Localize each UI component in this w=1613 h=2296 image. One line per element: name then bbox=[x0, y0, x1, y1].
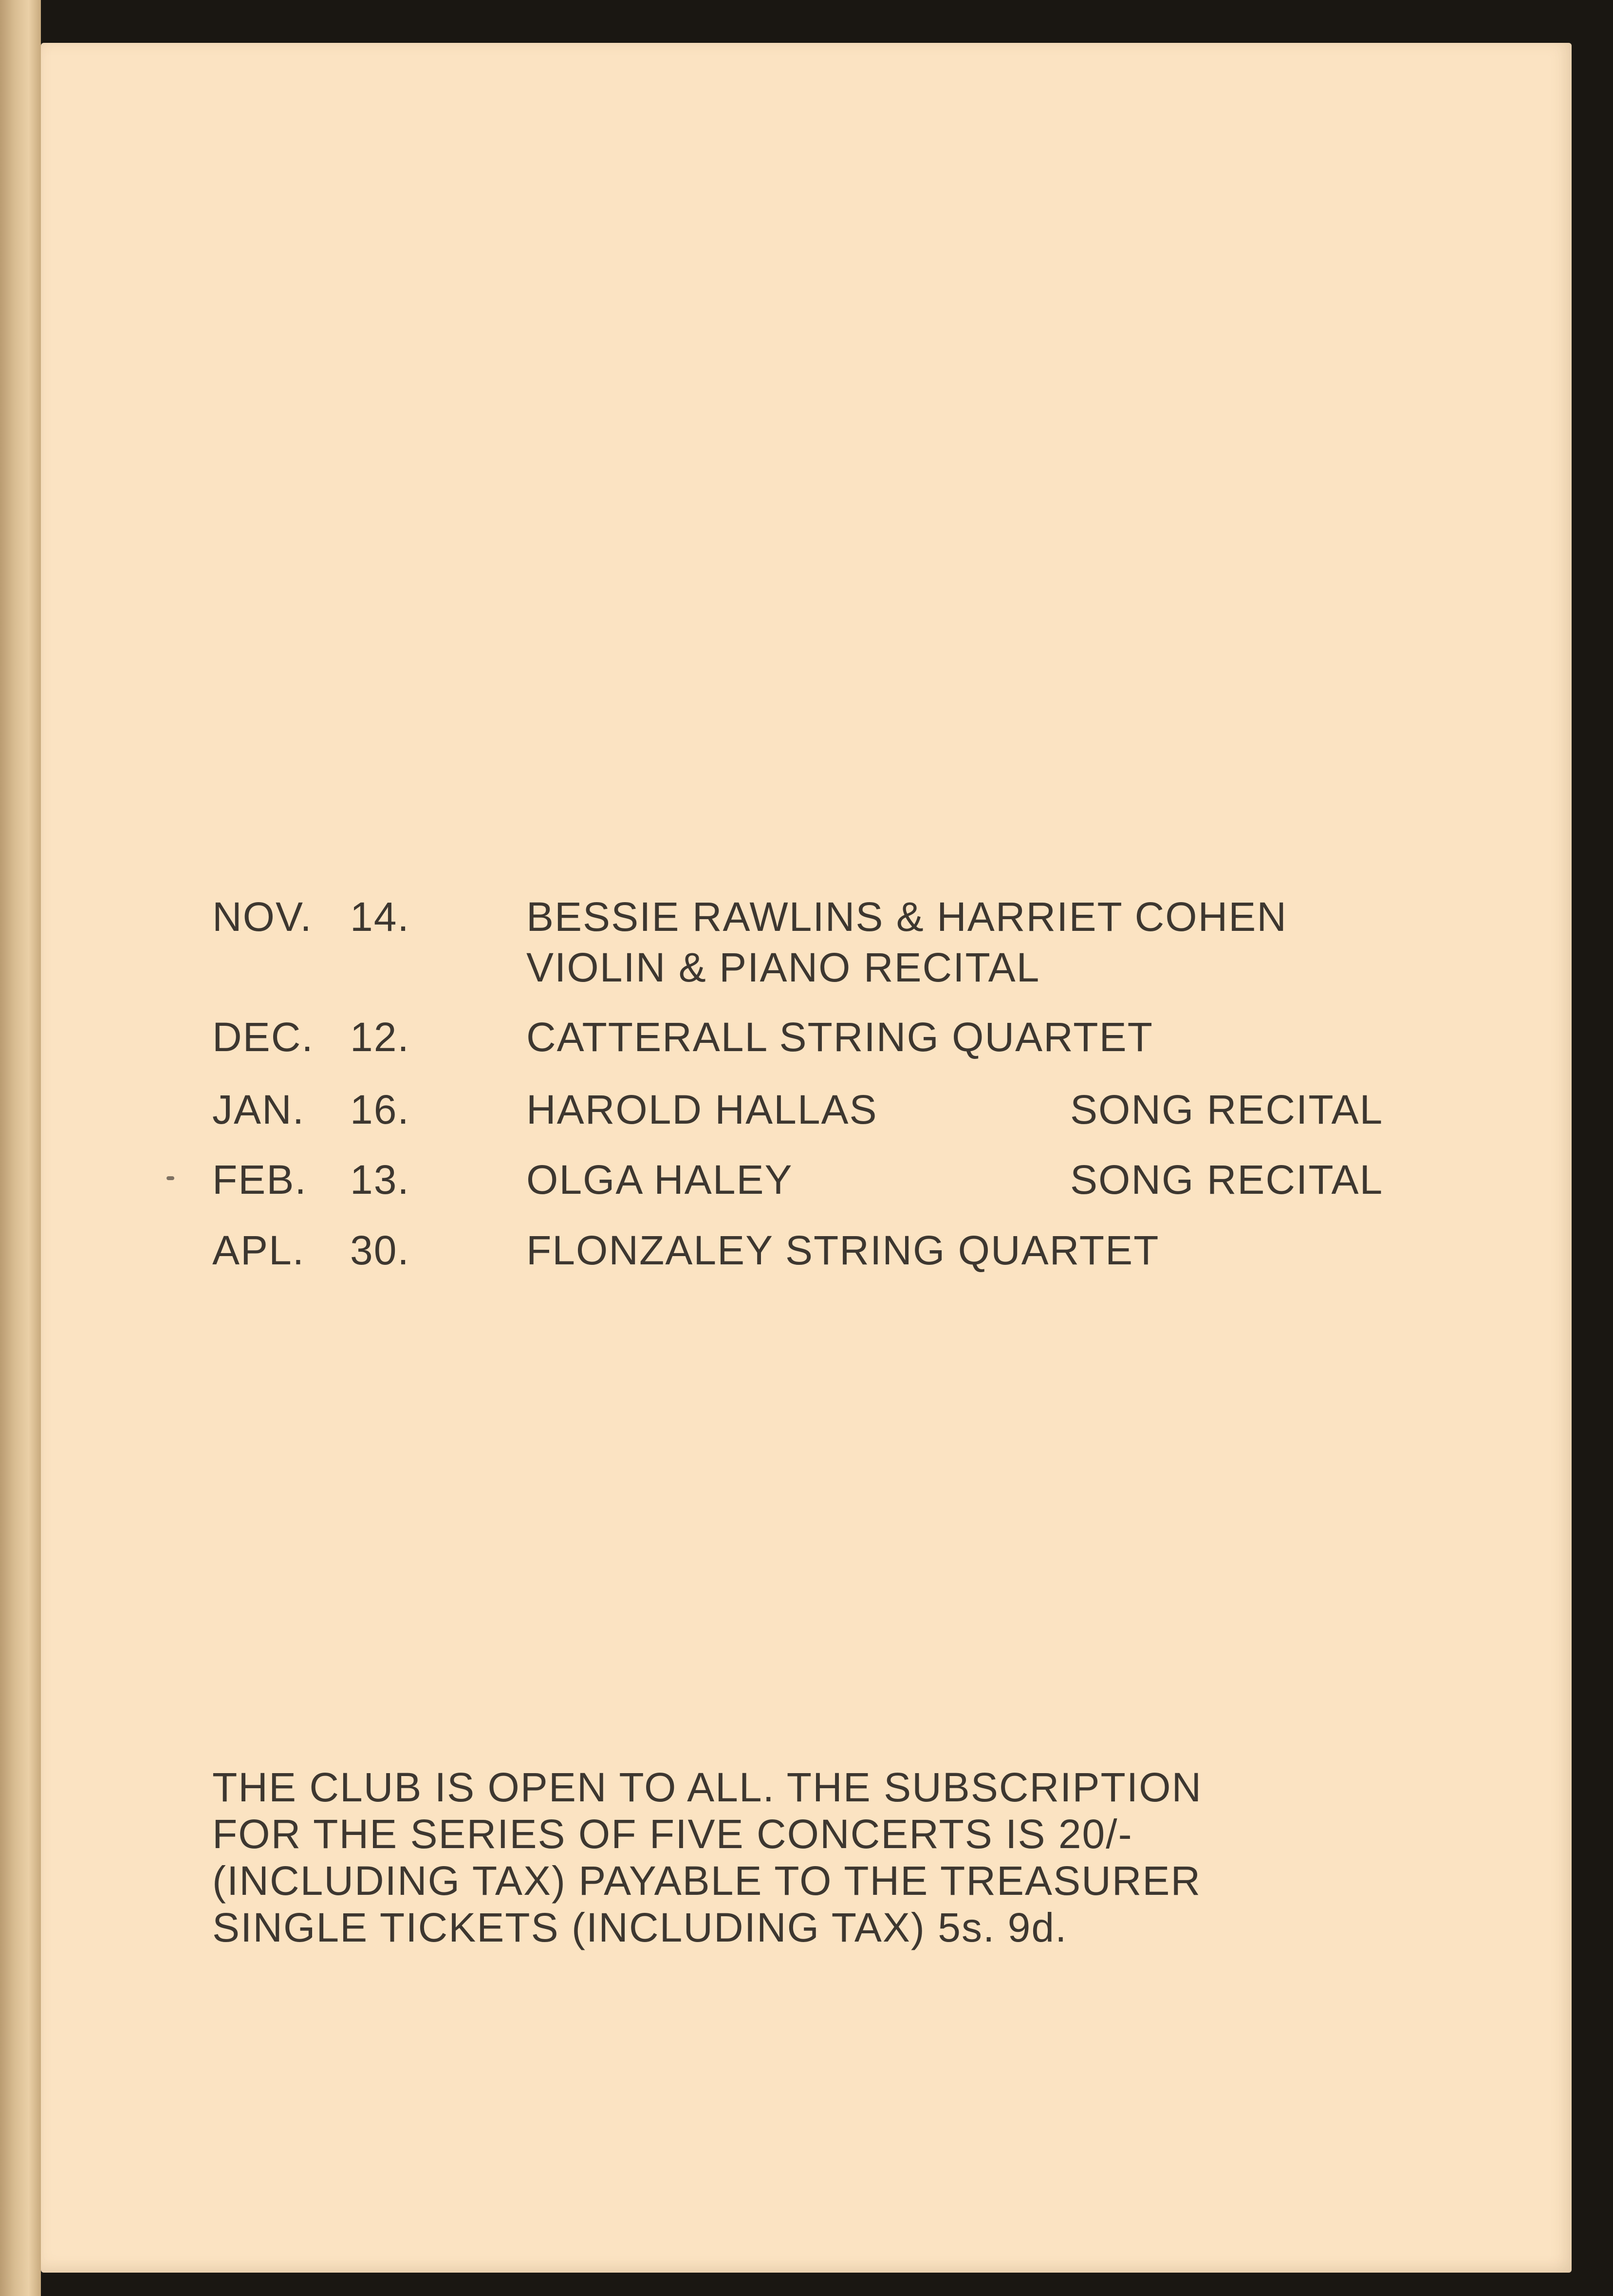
row-day: 13. bbox=[350, 1157, 410, 1203]
row-day: 30. bbox=[350, 1227, 410, 1273]
schedule-row-jan bbox=[212, 1085, 1429, 1134]
row-performer: HAROLD HALLAS bbox=[526, 1087, 878, 1132]
row-performer: BESSIE RAWLINS & HARRIET COHEN bbox=[526, 894, 1287, 940]
row-note: SONG RECITAL bbox=[1070, 1157, 1384, 1203]
row-day: 16. bbox=[350, 1087, 410, 1132]
notice-line bbox=[212, 1811, 1454, 1857]
concert-page bbox=[41, 43, 1572, 2273]
notice-line bbox=[212, 1857, 1454, 1904]
notice-line bbox=[212, 1904, 1454, 1951]
row-note: SONG RECITAL bbox=[1070, 1087, 1384, 1132]
schedule-row-nov-subtitle bbox=[212, 943, 1429, 992]
schedule-row-nov bbox=[212, 892, 1429, 941]
row-performer: VIOLIN & PIANO RECITAL bbox=[526, 944, 1040, 990]
schedule-row-feb bbox=[212, 1155, 1429, 1204]
notice-text: (INCLUDING TAX) PAYABLE TO THE TREASURER bbox=[212, 1858, 1202, 1904]
row-day: 12. bbox=[350, 1014, 410, 1060]
row-day: 14. bbox=[350, 894, 410, 940]
ink-mark bbox=[167, 1176, 174, 1180]
row-month: NOV. bbox=[212, 894, 313, 940]
schedule-row-dec bbox=[212, 1013, 1429, 1061]
row-performer: FLONZALEY STRING QUARTET bbox=[526, 1227, 1160, 1273]
row-month: APL. bbox=[212, 1227, 305, 1273]
row-performer: CATTERALL STRING QUARTET bbox=[526, 1014, 1153, 1060]
notice-text: THE CLUB IS OPEN TO ALL. THE SUBSCRIPTION bbox=[212, 1764, 1203, 1810]
row-performer: OLGA HALEY bbox=[526, 1157, 793, 1203]
row-month: DEC. bbox=[212, 1014, 314, 1060]
notice-text: SINGLE TICKETS (INCLUDING TAX) 5s. 9d. bbox=[212, 1905, 1068, 1950]
row-month: FEB. bbox=[212, 1157, 307, 1203]
schedule-row-apl bbox=[212, 1226, 1429, 1275]
notice-text: FOR THE SERIES OF FIVE CONCERTS IS 20/- bbox=[212, 1811, 1133, 1857]
notice-line bbox=[212, 1764, 1454, 1811]
row-month: JAN. bbox=[212, 1087, 305, 1132]
left-page-edge bbox=[0, 0, 41, 2296]
